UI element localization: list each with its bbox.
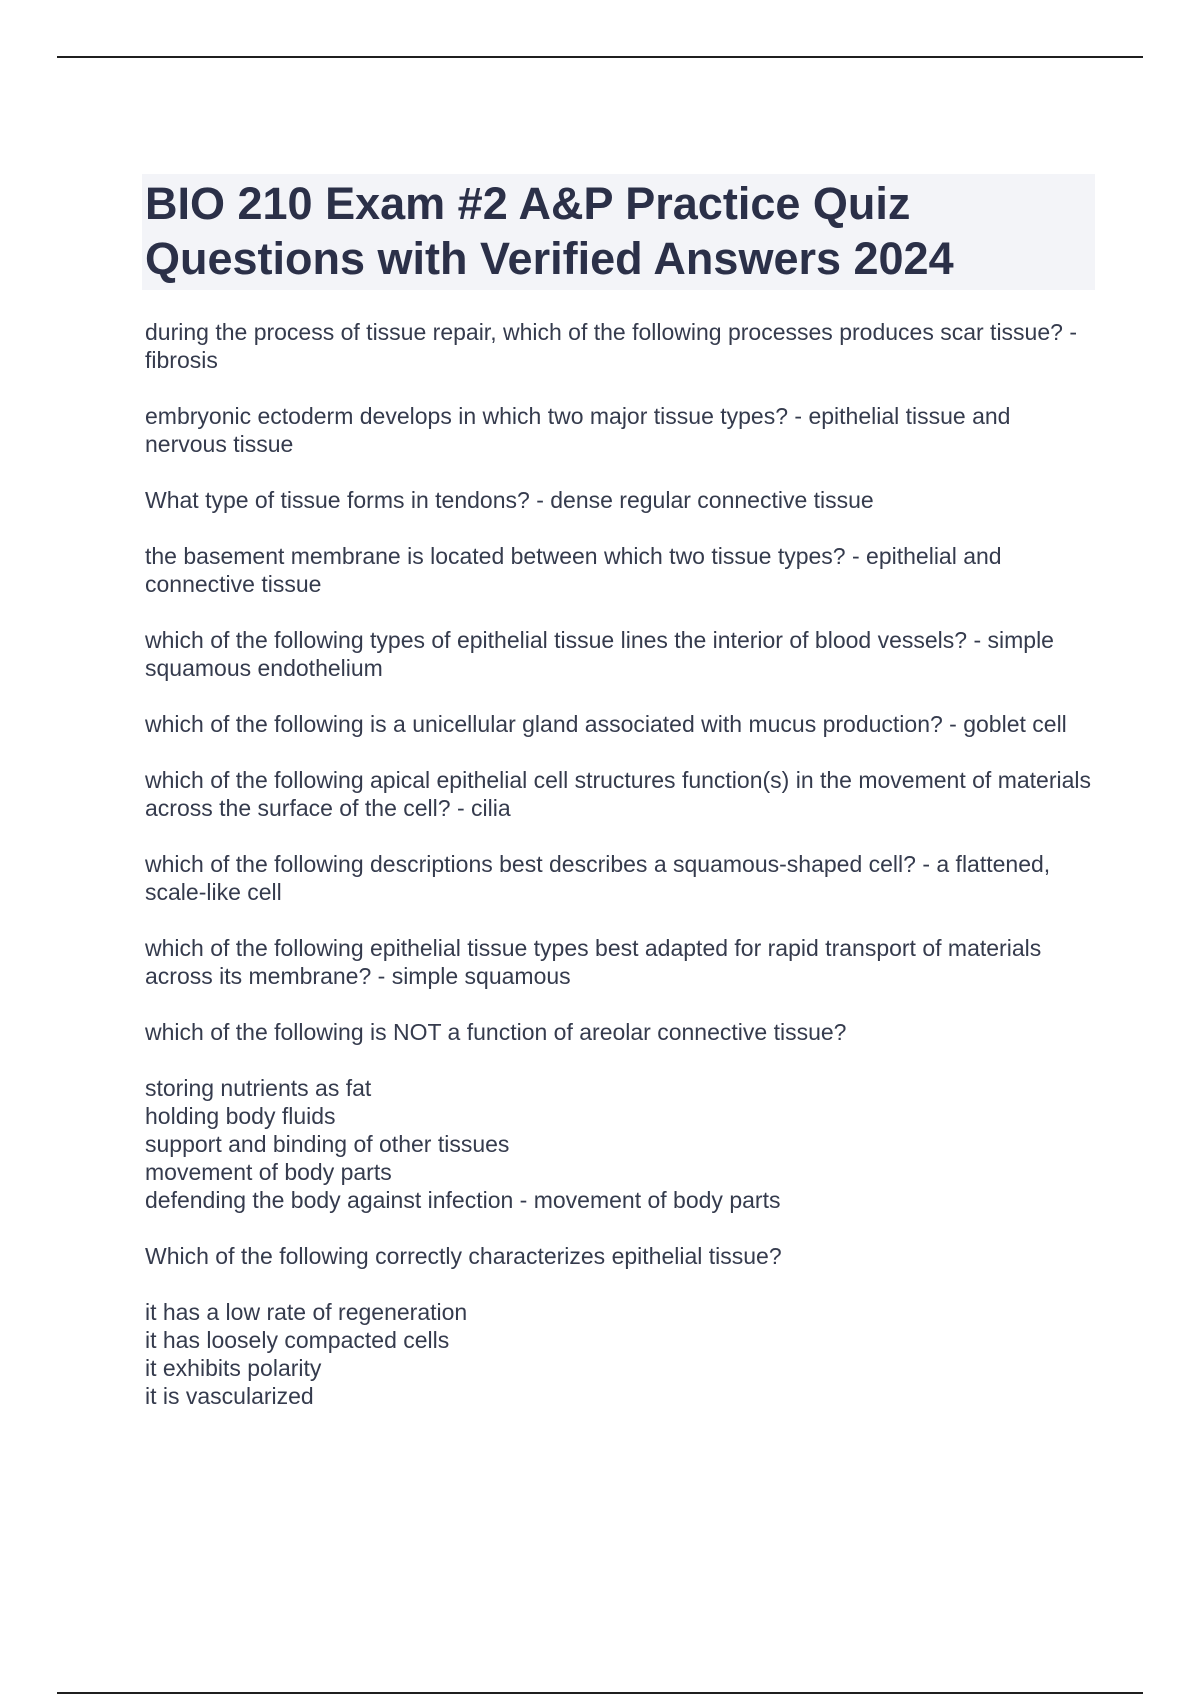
document-title [142,176,1095,286]
option-line: it has loosely compacted cells [145,1327,450,1353]
question-item: the basement membrane is located between which two tissue types? - epithelial and connective tissue [145,543,1002,597]
question-item: which of the following apical epithelial cell structures function(s) in the movement of materials across the surface of the cell? - cilia [145,767,1091,821]
option-line: it exhibits polarity [145,1355,322,1381]
option-line: it is vascularized [145,1383,314,1409]
question-item: during the process of tissue repair, which of the following processes produces scar tissue? - fibrosis [145,319,1077,373]
question-item: which of the following is NOT a function of areolar connective tissue? [145,1019,847,1045]
question-item: embryonic ectoderm develops in which two major tissue types? - epithelial tissue and nervous tissue [145,403,1011,457]
question-item: What type of tissue forms in tendons? - dense regular connective tissue [145,487,874,513]
answer-options-epithelial [145,1298,1095,1410]
top-rule [57,56,1143,58]
title-block [142,174,1095,290]
option-line: storing nutrients as fat [145,1075,372,1101]
question-item: which of the following descriptions best describes a squamous-shaped cell? - a flattened, scale-like cell [145,851,1051,905]
option-line: holding body fluids [145,1103,336,1129]
title-line-1: BIO 210 Exam #2 A&P Practice Quiz [145,178,911,229]
option-line: support and binding of other tissues [145,1131,510,1157]
question-item: Which of the following correctly characterizes epithelial tissue? [145,1243,782,1269]
option-line: it has a low rate of regeneration [145,1299,468,1325]
answer-options-areolar [145,1074,1095,1214]
option-line: movement of body parts [145,1159,392,1185]
question-item: which of the following types of epithelial tissue lines the interior of blood vessels? - simple squamous endothelium [145,627,1054,681]
question-list [145,318,1095,1410]
title-line-2: Questions with Verified Answers 2024 [145,233,954,284]
question-item: which of the following epithelial tissue types best adapted for rapid transport of materials across its membrane? - simple squamous [145,935,1042,989]
document-body [145,174,1095,1438]
question-item: which of the following is a unicellular gland associated with mucus production? - goblet cell [145,711,1067,737]
option-line: defending the body against infection - movement of body parts [145,1187,781,1213]
bottom-rule [57,1692,1143,1694]
